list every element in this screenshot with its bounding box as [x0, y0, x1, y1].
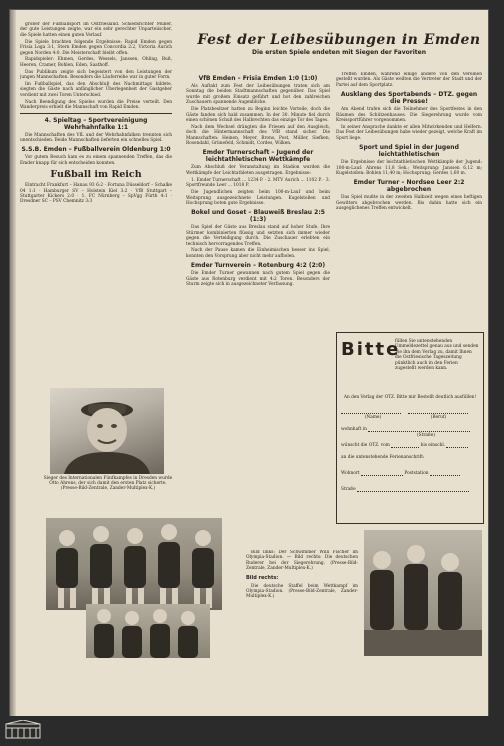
portrait-photo	[50, 388, 164, 474]
ad-text: füllen Sie untenstehenden Ummeldezettel genau aus und senden Sie ihn dem Verlag zu, damit Ihnen die Ostfriesische Tageszeitung pünktlich auch in den Ferien zugestellt werden kann.	[395, 339, 479, 372]
col2-p1: Als Auftakt zum Fest der Leibesübungen traten sich am Sonntag die beiden Stadtmannschaften gegenüber. Das Spiel wurde mit großem Einsatz geführt und bot den zahlreichen Zuschauern spannende Augenblicke.	[186, 84, 330, 106]
col3-p4: Die Ergebnisse der leichtathletischen Wettkämpfe der Jugend: 100-m-Lauf: Ahrens 11,8 Sek.; Weitsprung: Janssen 6,12 m; Kugelstoßen: Bohlen 11,40 m; Hochsprung: Gerdes 1,60 m.	[336, 160, 482, 176]
col3-heading-1: Ausklang des Sportabends – DTZ. gegen die Presse!	[340, 91, 478, 106]
col2-heading-4: Emder Turnverein – Rotenburg 4:2 (2:0)	[190, 262, 326, 270]
library-logo	[4, 720, 104, 742]
form-row-otz	[341, 443, 468, 448]
col3-heading-3: Emder Turner – Nordsee Leer 2:2 abgebrochen	[353, 179, 465, 194]
ummeldung-form-box	[336, 332, 484, 524]
bild-rechts-text: Die deutsche Staffel beim Wettkampf im Olympia-Stadion. (Presse-Bild-Zentrale, Zander-Multiplex-K.)	[246, 583, 358, 600]
portrait-caption: Sieger des Internationalen Fünfkampfes in Dresden wurde Otto Ahrens, der sich damit den ersten Platz sicherte. (Presse-Bild-Zentrale, Zander-Multiplex-K.)	[43, 476, 173, 492]
form-row-wohnort	[341, 471, 460, 476]
ad-title: Bitte	[341, 339, 401, 360]
col1-heading-1: 4. Spieltag – Sportvereinigung Wehrhahnfalke 1:1	[44, 116, 148, 131]
wohnort-field[interactable]	[361, 471, 403, 476]
col1-p6: Die Mannschaften des VfL und der Wehrhahnfalken trennten sich unentschieden. Beide Mannschaften lieferten ein schnelles Spiel.	[20, 132, 172, 143]
post-field[interactable]	[430, 471, 460, 476]
label-post: Poststation	[404, 471, 429, 476]
label-wohnort: Wohnort	[341, 471, 360, 476]
photo-caption-left: Bild links: Der Schwimmer Willi Fischer im Olympia-Stadion. — Bild rechts: Die deutschen Ruderer bei der Siegerehrung. (Presse-Bild-Zentrale, Zander-Multiplex-K.)	[246, 550, 358, 572]
otz-to-field[interactable]	[446, 443, 468, 448]
col1-heading-2: S.S.B. Emden – Fußballverein Oldenburg 1:0	[21, 146, 171, 154]
col2-heading-3: Bokel und Goset – Blauweiß Breslau 2:5 (1:3)	[191, 209, 325, 224]
divider	[20, 113, 172, 114]
label-name: (Name)	[364, 415, 382, 420]
team-figures-bottom	[86, 604, 210, 658]
col2-results: 1. Emder Turnerschaft ... 1234 P. · 2. MTV Aurich ... 1102 P. · 3. Sportfreunde Leer ... 1018 P.	[186, 177, 330, 189]
team-photo-top	[46, 518, 222, 610]
team-photo-bottom	[86, 604, 210, 658]
olympia-photo	[364, 530, 482, 656]
label-otz: wünscht die OTZ. vom	[341, 443, 390, 448]
col2-p4: Zum Abschluß der Veranstaltung im Stadion wurden die Wettkämpfe der Leichtathleten ausgetragen. Ergebnisse:	[186, 165, 330, 176]
page-title: Fest der Leibesübungen in Emden	[197, 32, 481, 48]
col1-p5: Nach Beendigung des Spieles wurden die Preise verteilt. Den Wanderpreis erhielt die Mannschaft von Rapid Emden.	[20, 99, 172, 111]
col3-heading-2: Sport und Spiel in der Jugend leichtathletischen	[359, 144, 459, 159]
page-fold-shadow	[10, 10, 16, 716]
newspaper-page	[10, 10, 488, 716]
col3-p2: Am Abend trafen sich die Teilnehmer des Sportfestes in den Räumen des Schützenhauses. Die Siegerehrung wurde vom Kreissportführer vorgenommen.	[336, 107, 482, 124]
col2-p3: Nach dem Wechsel drängten die Friesen auf den Ausgleich, doch die Hintermannschaft des VfB stand sicher. Die Mannschaften: Heinen, Meyer, Brons, Post, Müller, Siefken, Rosendahl, Grünefeld, Schmidt, Cordes, Wilken.	[186, 124, 330, 147]
col2-p5: Die Jugendlichen zeigten beim 100-m-Lauf und beim Weitsprung ausgezeichnete Leistungen. Kugelstoßen und Hochsprung boten gute Ergebnisse.	[186, 190, 330, 206]
col2-p6: Das Spiel der Gäste aus Breslau stand auf hoher Stufe. Ihre Stürmer kombinierten flüssig und setzten sich immer wieder gegen die Verteidigung durch. Die Zuschauer erlebten ein technisch hervorragendes Treffen.	[186, 225, 330, 247]
col1-p7: Vor gutem Besuch kam es zu einem spannenden Treffen, das die Emder knapp für sich entscheiden konnten.	[20, 155, 172, 166]
photo-captions	[246, 550, 358, 710]
col1-intro: größer der Fußballsport im Ostfriesland. Schiedsrichter Müller, der gute Leistungen zeigte, war ein sehr gerechter Unparteiischer, die Spiele hatten einen guten Verlauf.	[20, 22, 172, 38]
name-field[interactable]	[341, 409, 401, 414]
col1-p1: Die Spiele brachten folgende Ergebnisse: Rapid Emden gegen Frisia Loga 3:1, Stern Emden gegen Concordia 2:2, Victoria Aurich gegen Norden 4:0. Die Meisterschaft bleibt offen.	[20, 39, 172, 56]
strasse-field[interactable]	[357, 487, 469, 492]
col1-heading-3: Fußball im Reich	[50, 169, 142, 181]
col2-heading-1: VfB Emden – Frisia Emden 1:0 (1:0)	[198, 75, 318, 82]
col2-p7: Nach der Pause kamen die Einheimischen besser ins Spiel, konnten den Vorsprung aber nicht mehr aufholen.	[186, 248, 330, 259]
col2-p8: Die Emder Turner gewannen nach gutem Spiel gegen die Gäste aus Rotenburg verdient mit 4:2 Toren. Besonders der Sturm zeigte sich in ausgezeichneter Verfassung.	[186, 271, 330, 288]
col3-p1: Treffen Emden, während einige andere von den Vereinen gestellt wurden. Als Gäste weilten die Vertreter der Stadt und der Partei auf dem Sportplatz.	[336, 72, 482, 88]
portrait-figure	[50, 388, 164, 474]
col1-p4: Im Fußballspiel, das den Abschluß des Nachmittags bildete, siegten die Gäste nach anfänglicher Überlegenheit der Gastgeber verdient mit zwei Toren Unterschied.	[20, 82, 172, 98]
form-intro: An den Verlag der OTZ. Bitte mir Bestellt deutlich ausfüllen!	[343, 395, 477, 400]
label-ferien: an die untenstehende Ferienanschrift:	[341, 455, 425, 460]
label-strasse2: Straße	[341, 487, 356, 492]
olympia-figures	[364, 530, 482, 656]
otz-from-field[interactable]	[391, 443, 419, 448]
label-beruf: (Beruf)	[430, 415, 447, 420]
column-middle	[186, 72, 330, 520]
masthead	[196, 32, 482, 57]
column-right	[336, 72, 482, 326]
label-wohnhaft: wohnhaft in	[341, 427, 367, 432]
team-figures-top	[46, 518, 222, 610]
col2-heading-2: Emder Turnerschaft – Jugend der leichtathletischen Wettkämpfe	[202, 149, 314, 164]
beruf-field[interactable]	[408, 409, 468, 414]
wohnhaft-field[interactable]	[368, 427, 470, 432]
label-bis: bis einschl.	[420, 443, 446, 448]
form-row-name	[341, 409, 468, 414]
page-subtitle: Die ersten Spiele endeten mit Siegen der Favoriten	[252, 49, 426, 56]
col1-p3: Das Publikum zeigte sich begeistert von den Leistungen der jungen Mannschaften. Besonders die Läuferreihe war in guter Form.	[20, 69, 172, 81]
form-row-strasse	[341, 487, 469, 492]
label-strasse: (Straße)	[417, 433, 436, 438]
col1-results: Eintracht Frankfurt – Hanau 93 6:2 · Fortuna Düsseldorf – Schalke 04 1:1 · Hamburger SV – Holstein Kiel 3:2 · VfB Stuttgart – Stuttgarter Kickers 2:0 · 1. FC Nürnberg – SpVgg Fürth 4:1 · Dresdner SC – PSV Chemnitz 3:3	[20, 183, 172, 205]
form-row-name-labels	[341, 415, 479, 420]
col1-p2: Rapidspieler: Ehmen, Gerdes, Wessels, Janssen, Ohling, Buß, Heeren, Cramer, Bohlen, Eden, Saathoff.	[20, 57, 172, 68]
col3-p5: Das Spiel mußte in der zweiten Halbzeit wegen eines heftigen Gewitters abgebrochen werden. Bis dahin hatte sich ein ausgeglichenes Treffen entwickelt.	[336, 195, 482, 212]
col3-p3: In seiner Ansprache dankte er allen Mitwirkenden und Helfern. Das Fest der Leibesübungen habe wieder gezeigt, welche Kraft im Sport liege.	[336, 124, 482, 141]
bild-rechts-heading: Bild rechts:	[246, 574, 279, 581]
form-row-wohnhaft	[341, 427, 470, 432]
col2-p2: Die Platzbesitzer hatten zu Beginn leichte Vorteile, doch die Gäste fanden sich bald zusammen. In der 30. Minute fiel durch einen schönen Schuß des Halbrechten das einzige Tor des Tages.	[186, 107, 330, 123]
